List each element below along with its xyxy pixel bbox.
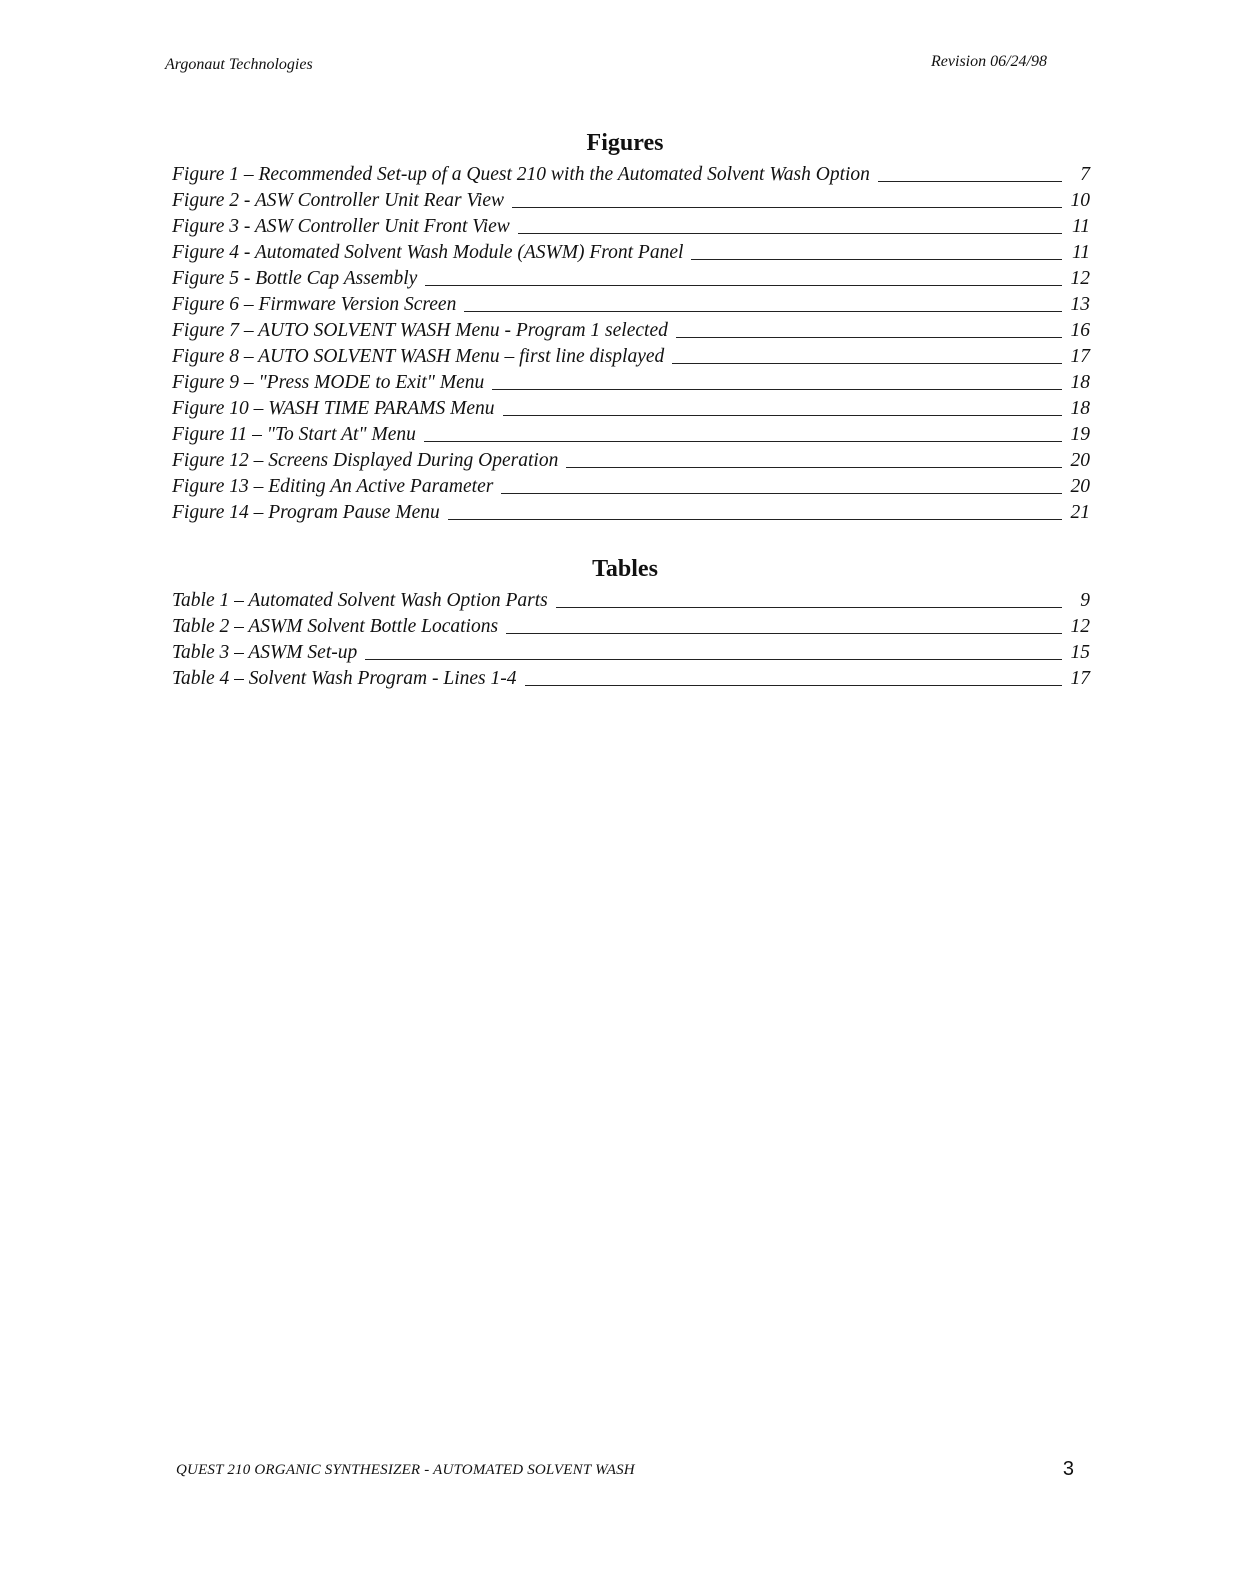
figure-entry-page: 17 <box>1070 346 1090 367</box>
figure-entry[interactable] <box>172 343 1090 369</box>
leader-line <box>556 606 1062 608</box>
leader-line <box>676 336 1062 338</box>
table-entry[interactable] <box>172 613 1090 639</box>
table-entry[interactable] <box>172 587 1090 613</box>
figure-entry-label: Figure 13 – Editing An Active Parameter <box>172 476 494 497</box>
figure-entry[interactable] <box>172 265 1090 291</box>
leader-line <box>525 684 1062 686</box>
table-entry-page: 15 <box>1070 642 1090 663</box>
figure-entry[interactable] <box>172 473 1090 499</box>
table-entry-page: 12 <box>1070 616 1090 637</box>
footer-page-number: 3 <box>1062 1458 1074 1480</box>
figure-entry[interactable] <box>172 239 1090 265</box>
leader-line <box>878 180 1062 182</box>
figure-entry-page: 18 <box>1070 372 1090 393</box>
figure-entry-page: 21 <box>1070 502 1090 523</box>
figure-entry[interactable] <box>172 161 1090 187</box>
figure-entry-label: Figure 4 - Automated Solvent Wash Module (ASWM) Front Panel <box>172 242 684 263</box>
figure-entry[interactable] <box>172 291 1090 317</box>
leader-line <box>691 258 1062 260</box>
tables-list <box>172 587 1090 691</box>
tables-heading: Tables <box>592 556 658 582</box>
figure-entry-label: Figure 12 – Screens Displayed During Operation <box>172 450 559 471</box>
table-entry-label: Table 2 – ASWM Solvent Bottle Locations <box>172 616 499 637</box>
figure-entry-page: 11 <box>1071 242 1090 263</box>
figure-entry[interactable] <box>172 187 1090 213</box>
figure-entry[interactable] <box>172 369 1090 395</box>
figure-entry-label: Figure 11 – "To Start At" Menu <box>172 424 416 445</box>
figures-list <box>172 161 1090 525</box>
leader-line <box>672 362 1062 364</box>
figure-entry-label: Figure 10 – WASH TIME PARAMS Menu <box>172 398 495 419</box>
leader-line <box>448 518 1062 520</box>
leader-line <box>503 414 1063 416</box>
leader-line <box>424 440 1062 442</box>
header-company: Argonaut Technologies <box>165 56 313 73</box>
leader-line <box>365 658 1062 660</box>
figure-entry[interactable] <box>172 421 1090 447</box>
figure-entry[interactable] <box>172 395 1090 421</box>
figure-entry-page: 11 <box>1071 216 1090 237</box>
table-entry-label: Table 3 – ASWM Set-up <box>172 642 358 663</box>
figures-heading: Figures <box>586 130 664 156</box>
figure-entry-page: 13 <box>1070 294 1090 315</box>
figure-entry-page: 7 <box>1080 164 1090 185</box>
table-entry-label: Table 4 – Solvent Wash Program - Lines 1-4 <box>172 668 517 689</box>
leader-line <box>464 310 1062 312</box>
leader-line <box>512 206 1062 208</box>
table-entry-page: 17 <box>1070 668 1090 689</box>
leader-line <box>566 466 1062 468</box>
figure-entry-label: Figure 14 – Program Pause Menu <box>172 502 440 523</box>
figure-entry-label: Figure 5 - Bottle Cap Assembly <box>172 268 418 289</box>
footer-title: QUEST 210 ORGANIC SYNTHESIZER - AUTOMATED SOLVENT WASH <box>176 1462 635 1478</box>
table-entry-label: Table 1 – Automated Solvent Wash Option Parts <box>172 590 548 611</box>
figure-entry-label: Figure 8 – AUTO SOLVENT WASH Menu – first line displayed <box>172 346 665 367</box>
leader-line <box>501 492 1062 494</box>
figure-entry-label: Figure 1 – Recommended Set-up of a Quest 210 with the Automated Solvent Wash Option <box>172 164 870 185</box>
leader-line <box>425 284 1062 286</box>
figure-entry[interactable] <box>172 213 1090 239</box>
table-entry[interactable] <box>172 665 1090 691</box>
figure-entry[interactable] <box>172 317 1090 343</box>
figure-entry-page: 18 <box>1070 398 1090 419</box>
figure-entry[interactable] <box>172 447 1090 473</box>
figure-entry-page: 12 <box>1070 268 1090 289</box>
figure-entry-page: 19 <box>1070 424 1090 445</box>
leader-line <box>518 232 1062 234</box>
leader-line <box>492 388 1062 390</box>
figure-entry-page: 10 <box>1070 190 1090 211</box>
figure-entry-page: 20 <box>1070 476 1090 497</box>
table-entry-page: 9 <box>1080 590 1090 611</box>
figure-entry-label: Figure 7 – AUTO SOLVENT WASH Menu - Program 1 selected <box>172 320 668 341</box>
leader-line <box>506 632 1062 634</box>
figure-entry-label: Figure 2 - ASW Controller Unit Rear View <box>172 190 505 211</box>
header-revision: Revision 06/24/98 <box>931 53 1047 70</box>
table-entry[interactable] <box>172 639 1090 665</box>
figure-entry-page: 20 <box>1070 450 1090 471</box>
figure-entry-page: 16 <box>1070 320 1090 341</box>
figure-entry-label: Figure 6 – Firmware Version Screen <box>172 294 457 315</box>
figure-entry-label: Figure 3 - ASW Controller Unit Front View <box>172 216 510 237</box>
figure-entry-label: Figure 9 – "Press MODE to Exit" Menu <box>172 372 485 393</box>
figure-entry[interactable] <box>172 499 1090 525</box>
